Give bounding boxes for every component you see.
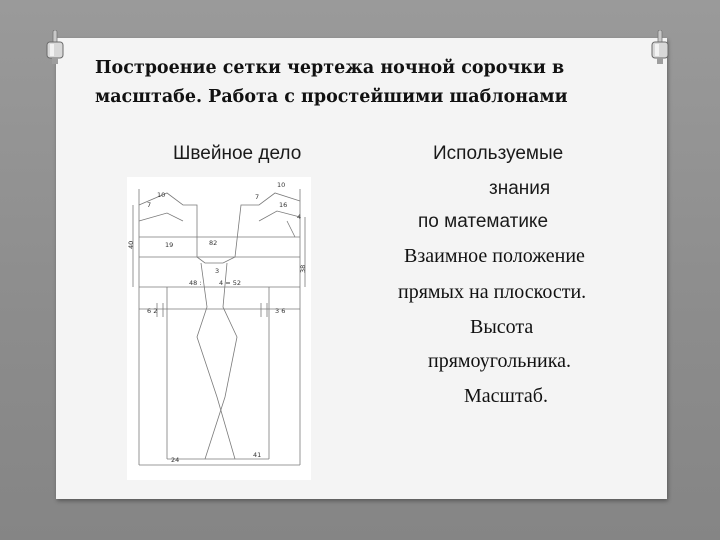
pattern-drawing <box>127 177 311 480</box>
title-line: масштабе. Работа с простейшими шаблонами <box>95 87 568 107</box>
pattern-label: 41 <box>253 451 262 459</box>
knowledge-item: Взаимное положение <box>404 245 585 267</box>
knowledge-item: прямых на плоскости. <box>398 281 587 303</box>
knowledge-heading-line: по математике <box>418 211 549 232</box>
pattern-label: 10 <box>277 181 286 189</box>
knowledge-heading-line: знания <box>489 178 551 199</box>
pattern-label: 48 : <box>189 279 202 287</box>
pattern-label: 7 <box>255 193 260 201</box>
knowledge-item: Высота <box>470 316 534 338</box>
pattern-label: 3 <box>215 267 220 275</box>
pattern-label: 6 2 <box>147 307 158 315</box>
pattern-label: 3 6 <box>275 307 286 315</box>
pattern-label: 38 <box>299 264 307 273</box>
pattern-label: 19 <box>165 241 174 249</box>
knowledge-item: Масштаб. <box>464 385 548 407</box>
slide-title <box>95 54 655 112</box>
knowledge-item: прямоугольника. <box>428 350 572 372</box>
knowledge-heading-line: Используемые <box>433 143 564 164</box>
pattern-label: 16 <box>279 201 288 209</box>
pattern-label: 82 <box>209 239 218 247</box>
pattern-label: 24 <box>171 456 180 464</box>
title-line: Построение сетки чертежа ночной сорочки в <box>95 58 565 78</box>
pattern-label: 10 <box>157 191 166 199</box>
pattern-label: 4 <box>297 213 302 221</box>
pattern-label: 7 <box>147 201 152 209</box>
subject-heading: Швейное дело <box>173 143 302 164</box>
pushpin-icon <box>44 30 66 66</box>
pattern-label: 40 <box>127 240 135 249</box>
pattern-label: 4 = 52 <box>219 279 241 287</box>
